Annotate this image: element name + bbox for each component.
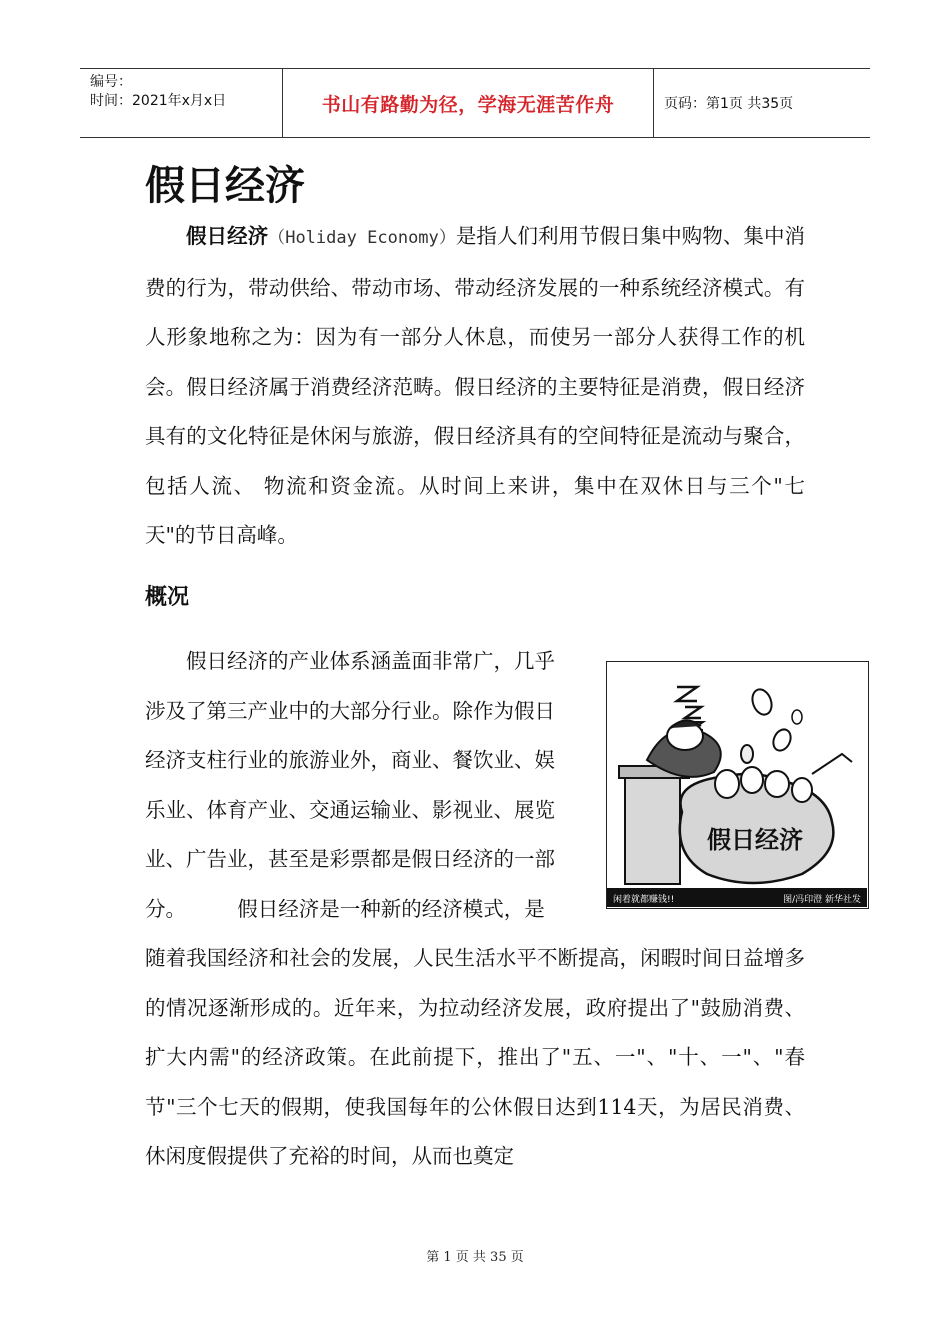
header-number: 编号：: [90, 74, 132, 90]
page-title: 假日经济: [145, 163, 305, 209]
document-header: [80, 68, 870, 138]
section-heading: 概况: [145, 585, 190, 610]
overview-line: 分。 假日经济是一种新的经济模式，是: [145, 896, 545, 921]
overview-line: 业、广告业，甚至是彩票都是假日经济的一部: [145, 847, 555, 871]
header-page-number: 页码：第1页 共35页: [664, 96, 794, 112]
header-motto: 书山有路勤为径，学海无涯苦作舟: [321, 93, 615, 116]
overview-wrapped-block: [145, 637, 607, 934]
cartoon-caption-right: 图/冯印澄 新华社发: [783, 895, 861, 905]
header-date: 时间：2021年x月x日: [90, 93, 227, 109]
intro-text: 是指人们利用节假日集中购物、集中消费的行为，带动供给、带动市场、带动经济发展的一种系统经济模式。有人形象地称之为：因为有一部分人休息，而使另一部分人获得工作的机会。假日经济属于消费经济范畴。假日经济的主要特征是消费，假日经济具有的文化特征是休闲与旅游，假日经济具有的空间特征是流动与聚合，包括人流、 物流和资金流。从时间上来讲，集中在双休日与三个"七天"的节日高峰。: [145, 224, 806, 547]
cartoon-bag-text: 假日经济: [707, 826, 803, 854]
cartoon-illustration: [607, 662, 867, 907]
overview-continuation: 随着我国经济和社会的发展，人民生活水平不断提高，闲暇时间日益增多的情况逐渐形成的。近年来，为拉动经济发展，政府提出了"鼓励消费、扩大内需"的经济政策。在此前提下，推出了"五、一"、"十、一"、"春节"三个七天的假期，使我国每年的公休假日达到114天，为居民消费、休闲度假提供了充裕的时间，从而也奠定: [145, 946, 805, 1168]
page-footer: 第 1 页 共 35 页: [426, 1250, 524, 1265]
holiday-economy-cartoon: [606, 661, 869, 909]
header-meta: [80, 69, 283, 137]
overview-line: 乐业、体育产业、交通运输业、影视业、展览: [145, 797, 555, 822]
header-motto-cell: [283, 69, 654, 137]
overview-line: 涉及了第三产业中的大部分行业。除作为假日: [145, 698, 555, 723]
cartoon-caption-left: 闲着就都赚钱!!: [613, 895, 675, 905]
header-page-cell: [654, 69, 870, 137]
overview-line: 经济支柱行业的旅游业外，商业、餐饮业、娱: [145, 748, 555, 772]
intro-english: （Holiday Economy）: [268, 228, 456, 248]
intro-lead: 假日经济: [186, 224, 269, 248]
intro-paragraph: [145, 212, 805, 561]
overview-line: 假日经济的产业体系涵盖面非常广，几乎: [145, 649, 555, 673]
